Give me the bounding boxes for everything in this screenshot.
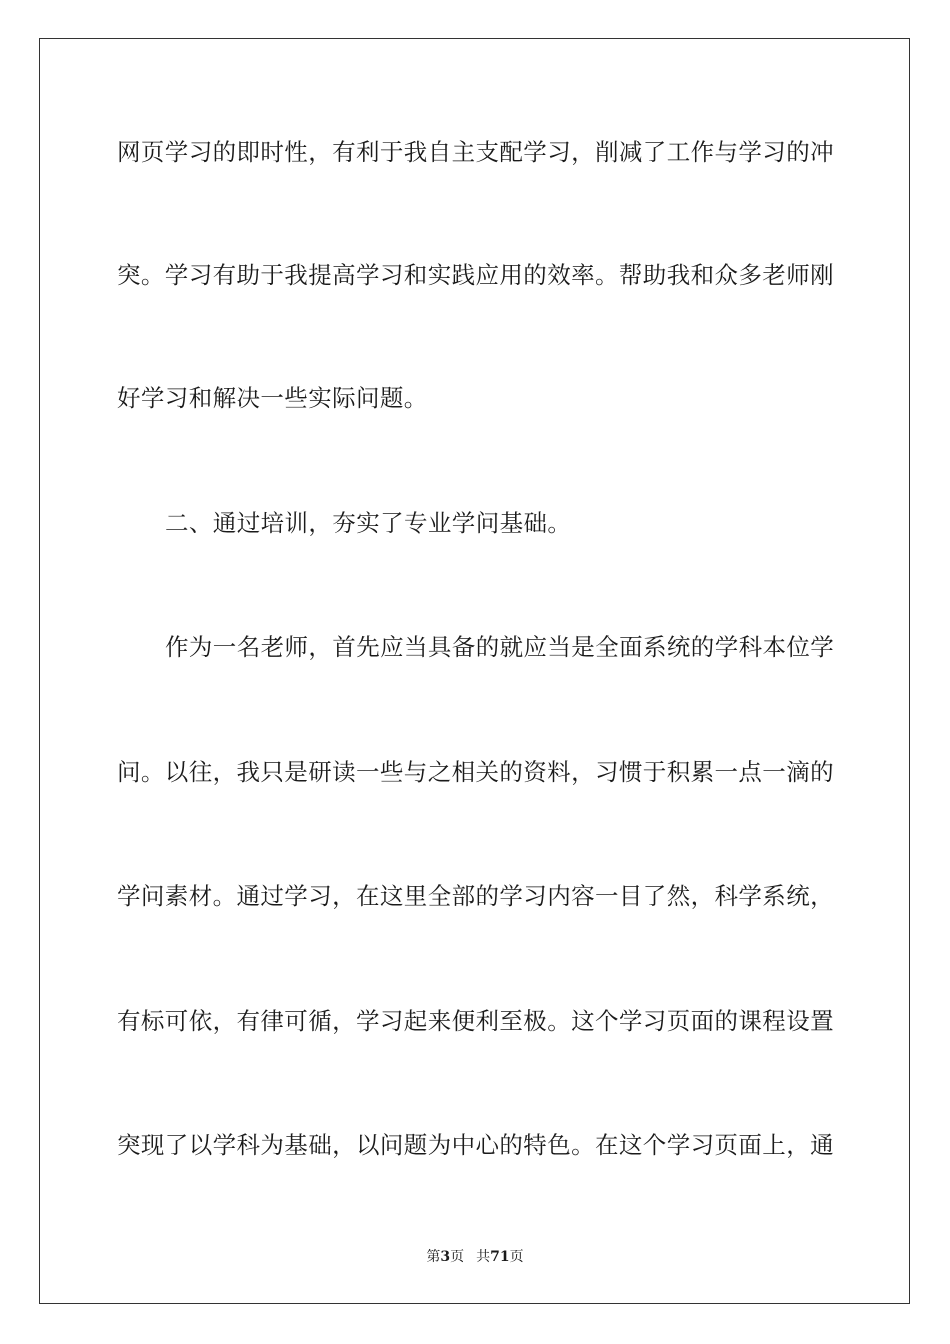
- body-line-2: 突。学习有助于我提高学习和实践应用的效率。帮助我和众多老师刚: [117, 261, 834, 289]
- footer-page-number: 3: [440, 1249, 451, 1265]
- page-footer: [0, 1248, 950, 1266]
- body-line-3: 好学习和解决一些实际问题。: [117, 384, 428, 412]
- section-heading: 二、通过培训，夯实了专业学问基础。: [165, 509, 572, 537]
- footer-total-pages: 71: [490, 1249, 510, 1265]
- footer-total-suffix: 页: [509, 1249, 524, 1265]
- body-line-6: 问。以往，我只是研读一些与之相关的资料，习惯于积累一点一滴的: [117, 758, 834, 786]
- body-line-5: 作为一名老师，首先应当具备的就应当是全面系统的学科本位学: [165, 633, 835, 661]
- footer-page-prefix: 第: [426, 1249, 441, 1265]
- body-line-9: 突现了以学科为基础，以问题为中心的特色。在这个学习页面上，通: [117, 1131, 834, 1159]
- body-line-7: 学问素材。通过学习，在这里全部的学习内容一目了然，科学系统，: [117, 882, 834, 910]
- page-border: [39, 38, 910, 1304]
- body-line-1: 网页学习的即时性，有利于我自主支配学习，削减了工作与学习的冲: [117, 138, 834, 166]
- footer-page-suffix: 页: [450, 1249, 465, 1265]
- body-line-8: 有标可依，有律可循，学习起来便利至极。这个学习页面的课程设置: [117, 1007, 834, 1035]
- footer-total-prefix: 共: [476, 1249, 491, 1265]
